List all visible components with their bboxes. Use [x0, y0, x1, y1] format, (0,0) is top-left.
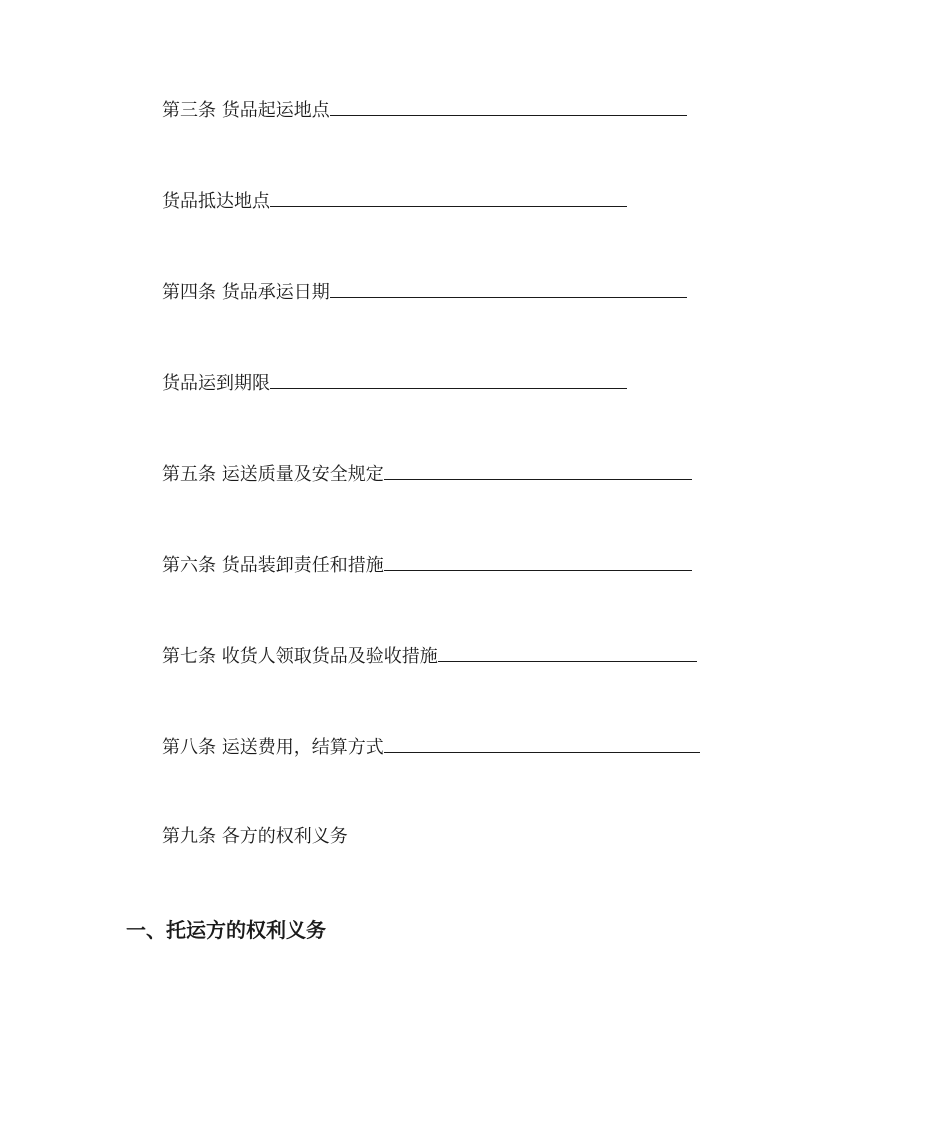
clause-receipt-inspection — [162, 643, 697, 669]
fill-in-blank[interactable] — [330, 97, 687, 116]
fill-in-blank[interactable] — [384, 552, 692, 571]
clause-rights-obligations — [162, 825, 348, 849]
clause-label: 货品抵达地点 — [162, 191, 270, 212]
clause-label: 货品运到期限 — [162, 373, 270, 394]
clause-label: 第三条 货品起运地点 — [162, 100, 330, 121]
clause-loading-responsibility — [162, 552, 692, 578]
section-heading: 一、托运方的权利义务 — [126, 918, 326, 942]
fill-in-blank[interactable] — [384, 734, 700, 753]
clause-quality-safety — [162, 461, 692, 487]
clause-label: 第六条 货品装卸责任和措施 — [162, 555, 384, 576]
clause-label: 第四条 货品承运日期 — [162, 282, 330, 303]
clause-shipping-date — [162, 279, 687, 305]
clause-fees-settlement — [162, 734, 700, 760]
fill-in-blank[interactable] — [330, 279, 687, 298]
clause-label: 第九条 各方的权利义务 — [162, 826, 348, 847]
fill-in-blank[interactable] — [270, 370, 627, 389]
clause-destination — [162, 188, 627, 214]
clause-label: 第八条 运送费用，结算方式 — [162, 737, 384, 758]
clause-label: 第七条 收货人领取货品及验收措施 — [162, 646, 438, 667]
fill-in-blank[interactable] — [384, 461, 692, 480]
clause-delivery-deadline — [162, 370, 627, 396]
clause-label: 第五条 运送质量及安全规定 — [162, 464, 384, 485]
fill-in-blank[interactable] — [438, 643, 697, 662]
fill-in-blank[interactable] — [270, 188, 627, 207]
clause-origin — [162, 97, 687, 123]
